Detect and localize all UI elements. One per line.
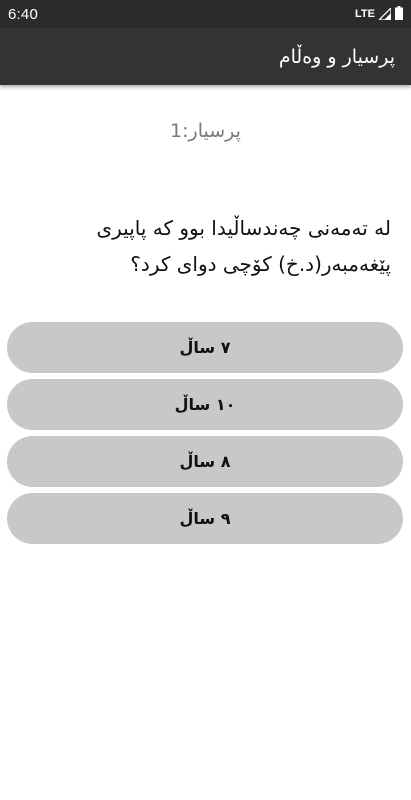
- signal-icon: [379, 5, 391, 24]
- status-time: 6:40: [8, 5, 38, 23]
- answer-button-1[interactable]: ٧ ساڵ: [7, 322, 403, 373]
- answer-button-2[interactable]: ١٠ ساڵ: [7, 379, 403, 430]
- status-bar: [0, 0, 411, 28]
- battery-icon: [395, 5, 403, 24]
- question-text: لە تەمەنی چەندساڵیدا بوو کە پاپیری پێغەمبەر(د.خ) کۆچی دوای کرد؟: [96, 216, 391, 276]
- answer-button-4[interactable]: ٩ ساڵ: [7, 493, 403, 544]
- app-title: پرسیار و وەڵام: [278, 45, 395, 68]
- app-bar: [0, 28, 411, 85]
- question-number: پرسیار:1: [170, 120, 241, 142]
- status-icons: [355, 5, 403, 24]
- network-type: LTE: [355, 8, 375, 20]
- answer-button-3[interactable]: ٨ ساڵ: [7, 436, 403, 487]
- answer-list: [7, 322, 403, 550]
